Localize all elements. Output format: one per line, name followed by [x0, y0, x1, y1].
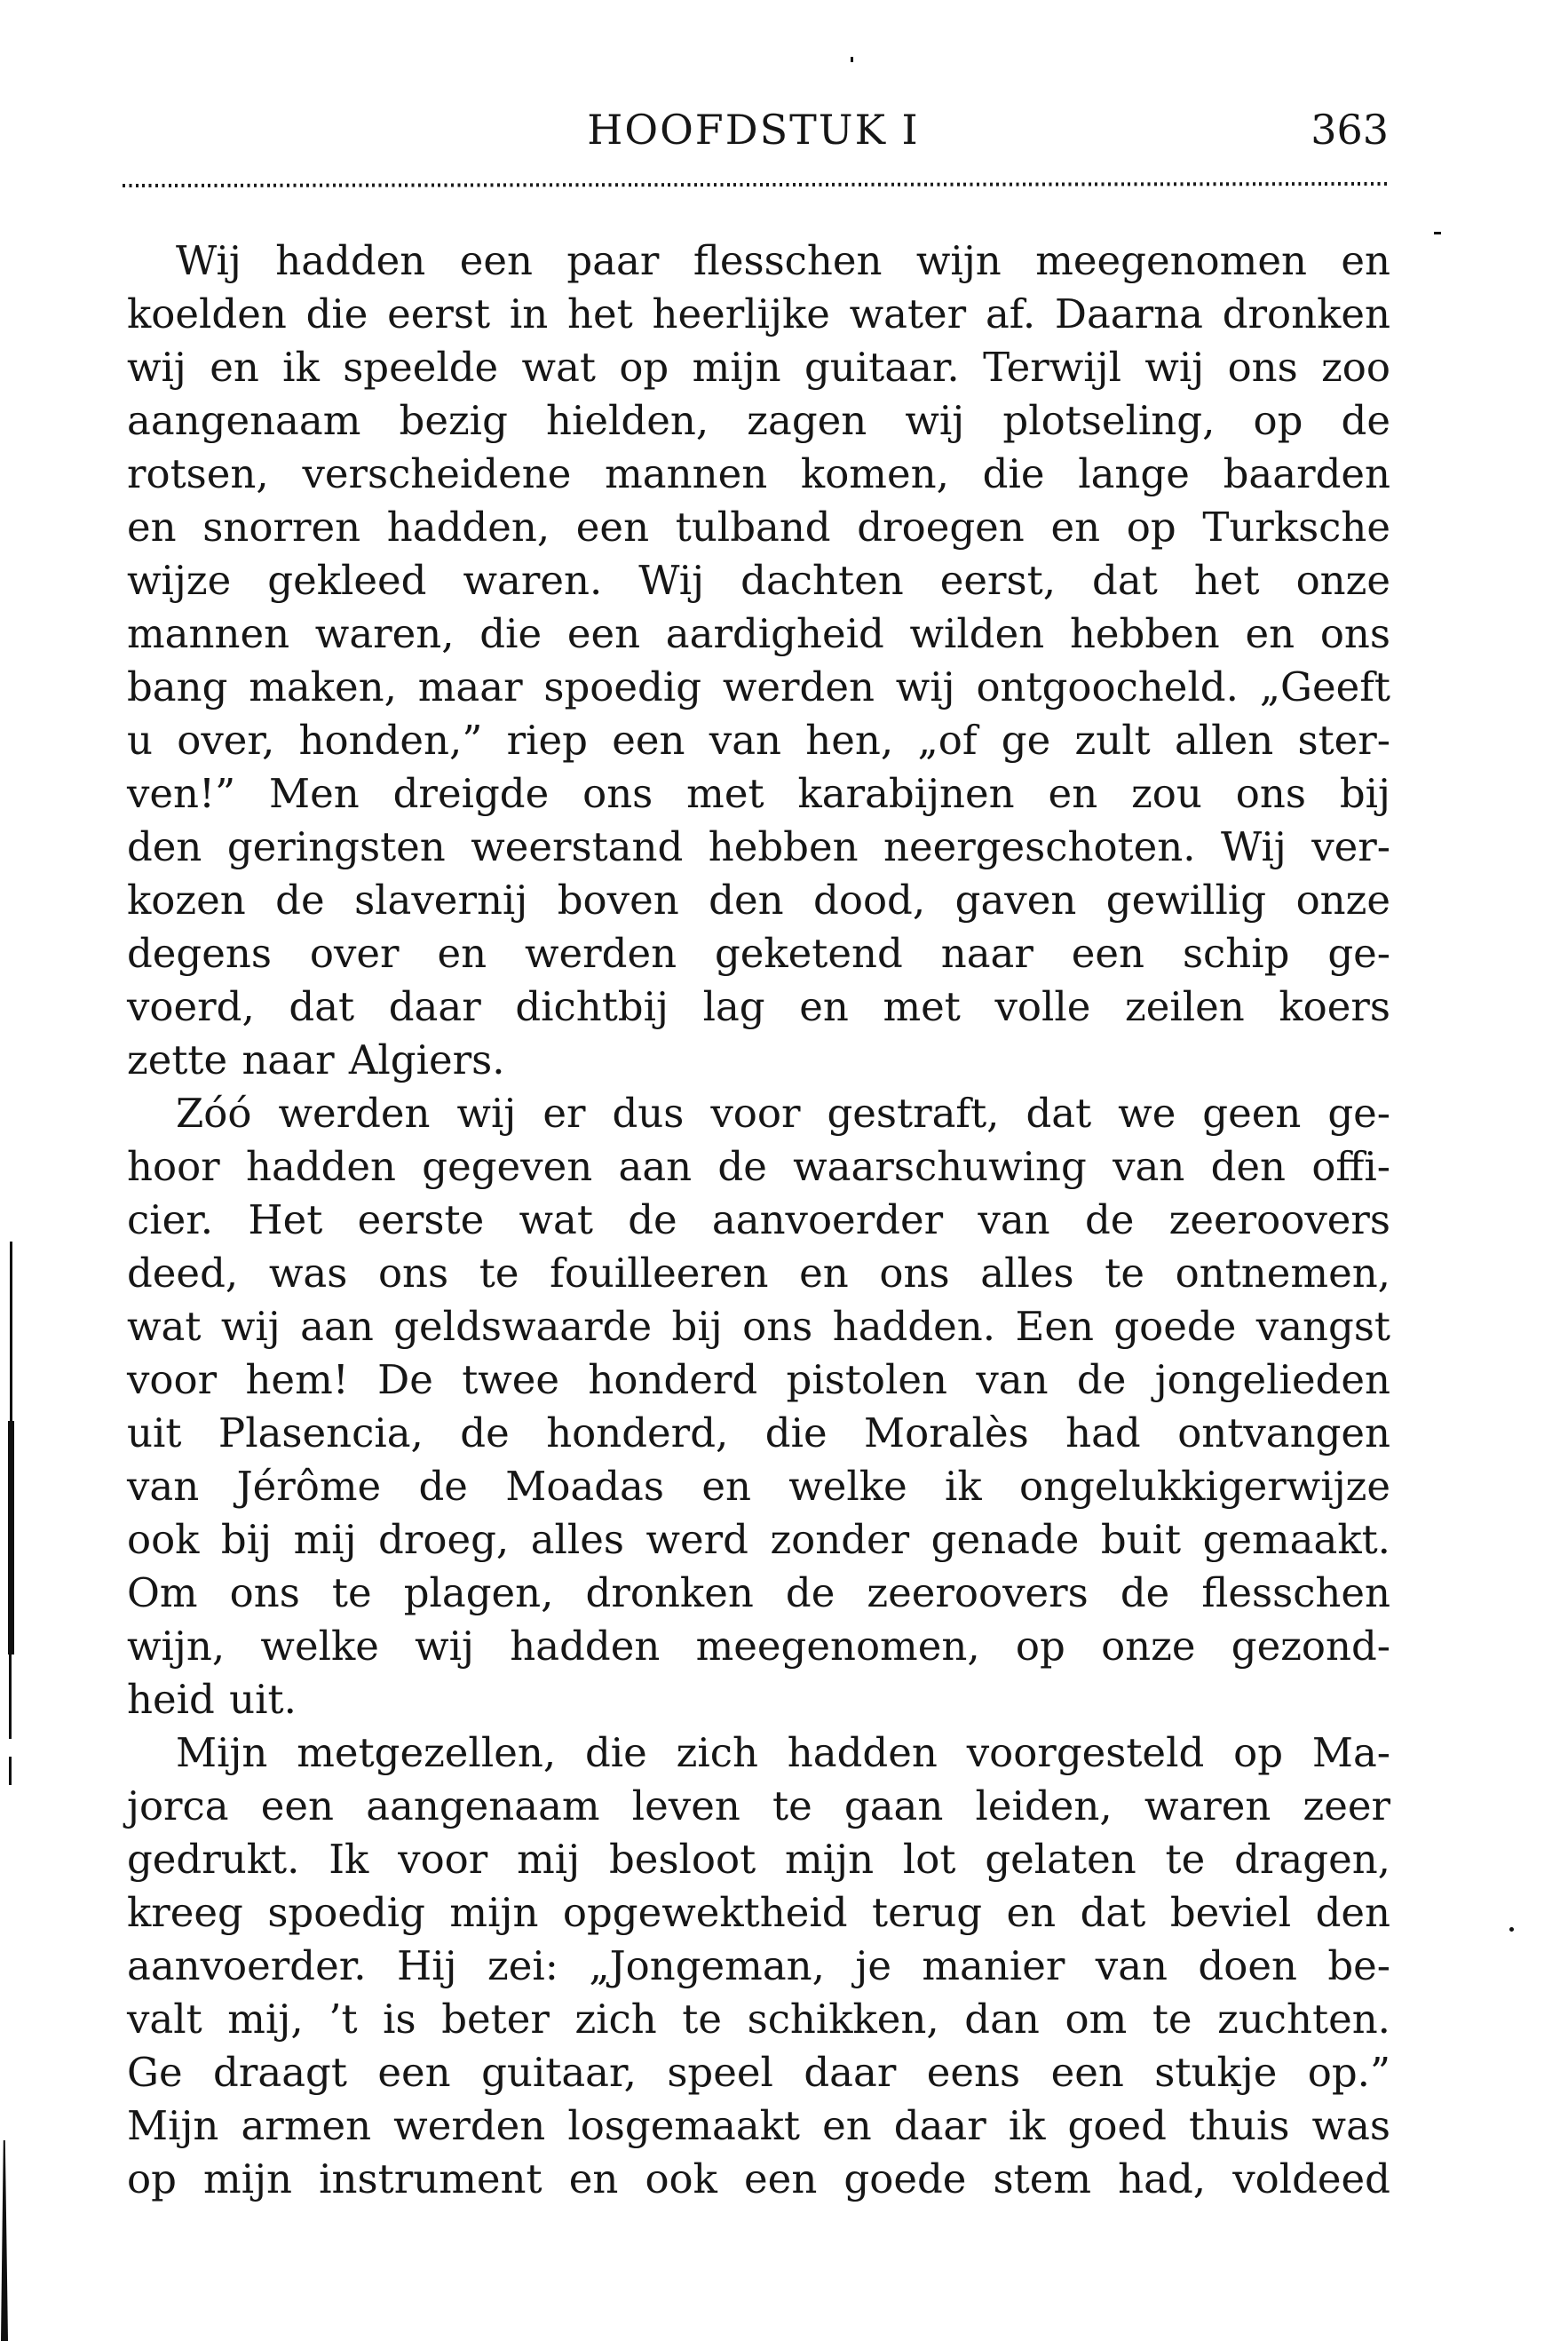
text-line: degens over en werden geketend naar een schip ge- — [127, 930, 1390, 977]
paragraph — [127, 1726, 1390, 2206]
text-line: mannen waren, die een aardigheid wilden hebben en ons — [127, 610, 1390, 657]
scan-artifact-left-line — [9, 1757, 12, 1785]
scan-artifact-left-line — [9, 1655, 12, 1739]
text-line: en snorren hadden, een tulband droegen en op Turksche — [127, 504, 1390, 551]
text-line: van Jérôme de Moadas en welke ik ongelukkigerwijze — [127, 1463, 1390, 1510]
text-line: Mijn armen werden losgemaakt en daar ik goed thuis was — [127, 2102, 1390, 2149]
text-line: den geringsten weerstand hebben neergeschoten. Wij ver- — [127, 823, 1390, 870]
text-line: valt mij, ’t is beter zich te schikken, dan om te zuchten. — [127, 1996, 1390, 2043]
page-header — [127, 105, 1390, 155]
text-line: wij en ik speelde wat op mijn guitaar. Terwijl wij ons zoo — [127, 344, 1390, 391]
text-line: voor hem! De twee honderd pistolen van de jongelieden — [127, 1356, 1390, 1403]
scan-artifact-left-wedge — [1, 2140, 8, 2341]
scan-artifact-left-line — [10, 1242, 12, 1424]
text-line: aangenaam bezig hielden, zagen wij plotseling, op de — [127, 397, 1390, 444]
text-line: jorca een aangenaam leven te gaan leiden, waren zeer — [127, 1782, 1390, 1829]
text-line: heid uit. — [127, 1676, 297, 1723]
text-line: voerd, dat daar dichtbij lag en met volle zeilen koers — [127, 983, 1390, 1030]
text-line: kozen de slavernij boven den dood, gaven gewillig onze — [127, 877, 1390, 924]
text-line: kreeg spoedig mijn opgewektheid terug en dat beviel den — [127, 1889, 1390, 1936]
page-number: 363 — [1311, 106, 1389, 154]
text-line: ook bij mij droeg, alles werd zonder genade buit gemaakt. — [127, 1516, 1390, 1563]
scan-artifact-speck — [1509, 1927, 1514, 1932]
text-line: u over, honden,” riep een van hen, „of ge zult allen ster- — [127, 717, 1390, 764]
text-line: wijze gekleed waren. Wij dachten eerst, dat het onze — [127, 557, 1390, 604]
text-line: Zóó werden wij er dus voor gestraft, dat we geen ge- — [176, 1090, 1390, 1137]
paragraph — [127, 1087, 1390, 1726]
text-line: rotsen, verscheidene mannen komen, die lange baarden — [127, 450, 1390, 497]
text-line: Ge draagt een guitaar, speel daar eens een stukje op.” — [127, 2049, 1390, 2096]
text-line: koelden die eerst in het heerlijke water af. Daarna dronken — [127, 290, 1390, 337]
paragraph — [127, 234, 1390, 1087]
text-line: Wij hadden een paar flesschen wijn meegenomen en — [176, 237, 1390, 284]
text-line: wat wij aan geldswaarde bij ons hadden. Een goede vangst — [127, 1303, 1390, 1350]
text-line: deed, was ons te fouilleeren en ons alles te ontnemen, — [127, 1250, 1390, 1297]
text-line: gedrukt. Ik voor mij besloot mijn lot gelaten te dragen, — [127, 1836, 1390, 1883]
scan-artifact-left-line — [8, 1421, 14, 1655]
scan-artifact-speck — [1434, 232, 1441, 234]
body-text — [127, 234, 1390, 2206]
text-line: bang maken, maar spoedig werden wij ontgoocheld. „Geeft — [127, 663, 1390, 710]
text-line: uit Plasencia, de honderd, die Moralès had ontvangen — [127, 1409, 1390, 1456]
text-line: ven!” Men dreigde ons met karabijnen en zou ons bij — [127, 770, 1390, 817]
scan-artifact-speck — [851, 57, 853, 62]
chapter-title: HOOFDSTUK I — [587, 106, 920, 154]
text-line: cier. Het eerste wat de aanvoerder van de zeeroovers — [127, 1196, 1390, 1243]
text-line: wijn, welke wij hadden meegenomen, op onze gezond- — [127, 1623, 1390, 1670]
text-line: aanvoerder. Hij zei: „Jongeman, je manier van doen be- — [127, 1942, 1390, 1989]
text-line: hoor hadden gegeven aan de waarschuwing van den offi- — [127, 1143, 1390, 1190]
text-line: op mijn instrument en ook een goede stem had, voldeed — [127, 2155, 1390, 2202]
text-line: zette naar Algiers. — [127, 1036, 505, 1083]
dotted-rule — [123, 182, 1390, 187]
text-line: Mijn metgezellen, die zich hadden voorgesteld op Ma- — [176, 1729, 1390, 1776]
text-line: Om ons te plagen, dronken de zeeroovers de flesschen — [127, 1569, 1390, 1616]
